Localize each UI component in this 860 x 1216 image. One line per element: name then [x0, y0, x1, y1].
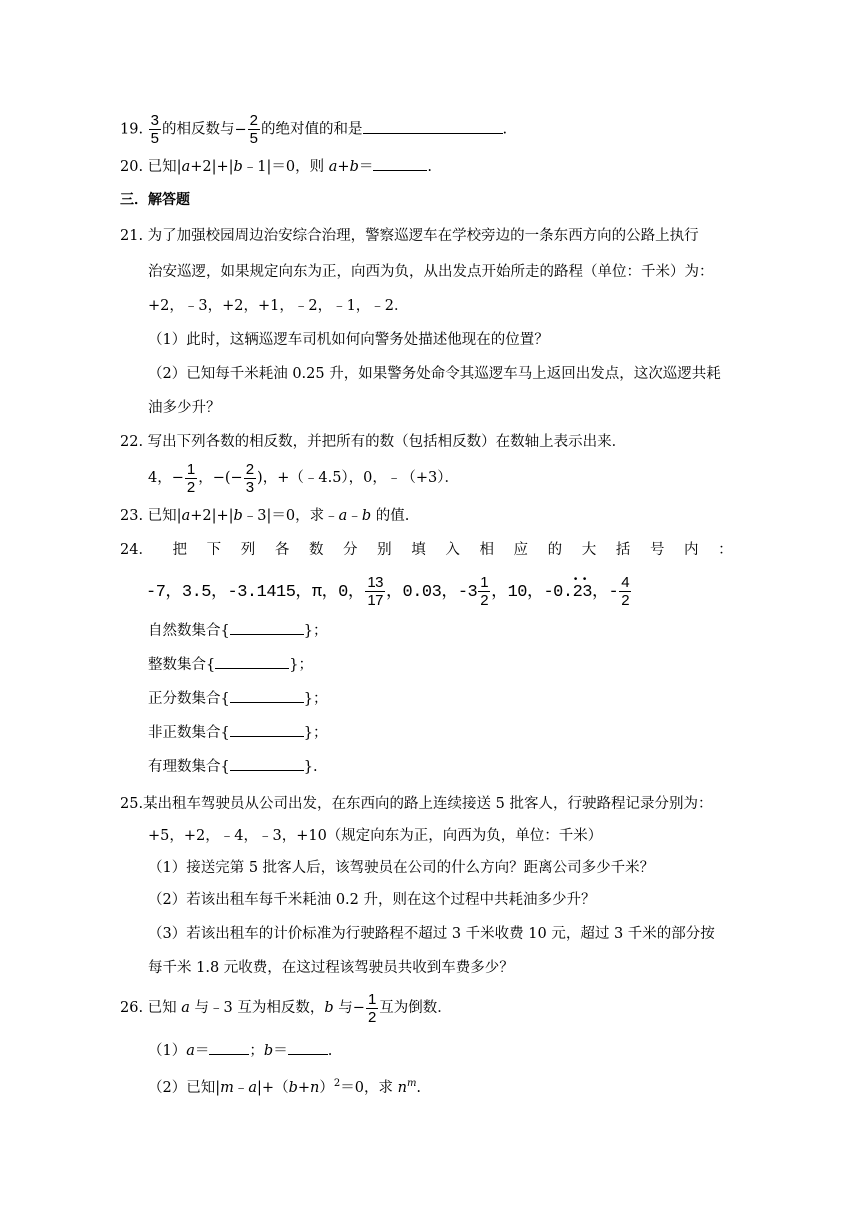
question-21-part2: （2）已知每千米耗油 0.25 升，如果警务处命令其巡逻车马上返回出发点，这次巡逻共耗 — [148, 366, 721, 382]
question-25-line1: 25.某出租车驾驶员从公司出发，在东西向的路上连续接送 5 批客人，行驶路程记录分别为： — [120, 796, 713, 812]
fraction-1-2: $\frac{1}{2}$ — [367, 990, 377, 1026]
question-25-line2: +5，+2，﹣4，﹣3，+10（规定向东为正，向西为负，单位：千米） — [148, 828, 603, 844]
question-25-part3-cont: 每千米 1.8 元收费，在这过程该驾驶员共收到车费多少？ — [148, 960, 514, 976]
question-23: 23. 已知|a+2|+|b﹣3|＝0，求﹣a﹣b 的值. — [120, 508, 410, 524]
question-24-numbers: -7，3.5，-3.1415，π，0， $\frac{13}{17}$ ，0.03，-3 $\frac{1}{2}$ ，10，-0.• • 23，- $\frac{4}{2}$ — [146, 574, 632, 612]
question-number: 25. — [120, 796, 144, 812]
question-22-numbers: 4，− $\frac{1}{2}$ ，−(− $\frac{2}{3}$ )，+（﹣4.5），0，﹣（+3）． — [148, 460, 460, 496]
answer-blank[interactable] — [230, 688, 304, 703]
question-19: 19. $\frac{3}{5}$ 的相反数与− $\frac{2}{5}$ 的绝对值的和是 . — [120, 112, 508, 147]
set-non-positive: 非正数集合{ }； — [148, 722, 327, 743]
fraction-3-5: $\frac{3}{5}$ — [150, 112, 160, 147]
set-rational-numbers: 有理数集合{ }. — [148, 756, 318, 777]
question-26-part2: （2）已知$|m﹣a|+(b+n)^2=0$，求 $n^m$. — [148, 1078, 422, 1096]
answer-blank[interactable] — [230, 722, 304, 737]
question-24: 24．把下列各数分别填入相应的大括号内： — [120, 542, 753, 558]
set-integers: 整数集合{ }； — [148, 654, 313, 675]
repeating-decimal: • • 23 — [573, 574, 592, 612]
answer-blank[interactable] — [230, 620, 304, 635]
fraction-2-5: $\frac{2}{5}$ — [249, 112, 259, 147]
section-heading: 三．解答题 — [120, 192, 190, 208]
question-21-part1: （1）此时，这辆巡逻车司机如何向警务处描述他现在的位置？ — [148, 332, 549, 348]
set-natural-numbers: 自然数集合{ }； — [148, 620, 327, 641]
question-21-line1: 21. 为了加强校园周边治安综合治理，警察巡逻车在学校旁边的一条东西方向的公路上执行 — [120, 228, 699, 244]
question-25-part3: （3）若该出租车的计价标准为行驶路程不超过 3 千米收费 10 元，超过 3 千米的部分按 — [148, 926, 715, 942]
question-number: 21. — [120, 228, 144, 244]
question-number: 20. — [120, 159, 144, 175]
question-20: 20. 已知|a+2|+|b﹣1|＝0，则 a+b＝ . — [120, 156, 432, 177]
question-21-line3: +2，﹣3，+2，+1，﹣2，﹣1，﹣2． — [148, 298, 409, 314]
question-number: 26. — [120, 1000, 144, 1016]
fraction-13-17: $\frac{13}{17}$ — [367, 574, 384, 610]
question-22: 22. 写出下列各数的相反数，并把所有的数（包括相反数）在数轴上表示出来． — [120, 434, 627, 450]
fraction-1-2: $\frac{1}{2}$ — [186, 460, 196, 496]
question-21-line2: 治安巡逻，如果规定向东为正，向西为负，从出发点开始所走的路程（单位：千米）为： — [148, 264, 714, 280]
question-number: 19. — [120, 121, 144, 138]
answer-blank[interactable] — [363, 119, 503, 134]
answer-blank-a[interactable] — [209, 1040, 249, 1055]
question-25-part2: （2）若该出租车每千米耗油 0.2 升，则在这个过程中共耗油多少升？ — [148, 892, 596, 908]
question-26-part1: （1）a＝ ；b＝ . — [148, 1040, 332, 1061]
answer-blank-b[interactable] — [288, 1040, 328, 1055]
fraction-2-3: $\frac{2}{3}$ — [245, 460, 255, 496]
question-21-part2-cont: 油多少升？ — [148, 400, 221, 416]
question-number: 22. — [120, 434, 144, 450]
question-number: 24 — [120, 542, 139, 558]
question-25-part1: （1）接送完第 5 批客人后，该驾驶员在公司的什么方向？距离公司多少千米？ — [148, 860, 655, 876]
question-26: 26. 已知 a 与﹣3 互为相反数，b 与− $\frac{1}{2}$ 互为倒数． — [120, 990, 452, 1026]
fraction-1-2: $\frac{1}{2}$ — [480, 574, 489, 610]
question-number: 23. — [120, 508, 144, 524]
answer-blank[interactable] — [230, 756, 304, 771]
answer-blank[interactable] — [373, 156, 427, 171]
fraction-4-2: $\frac{4}{2}$ — [621, 574, 630, 610]
set-positive-fractions: 正分数集合{ }； — [148, 688, 327, 709]
answer-blank[interactable] — [215, 654, 289, 669]
